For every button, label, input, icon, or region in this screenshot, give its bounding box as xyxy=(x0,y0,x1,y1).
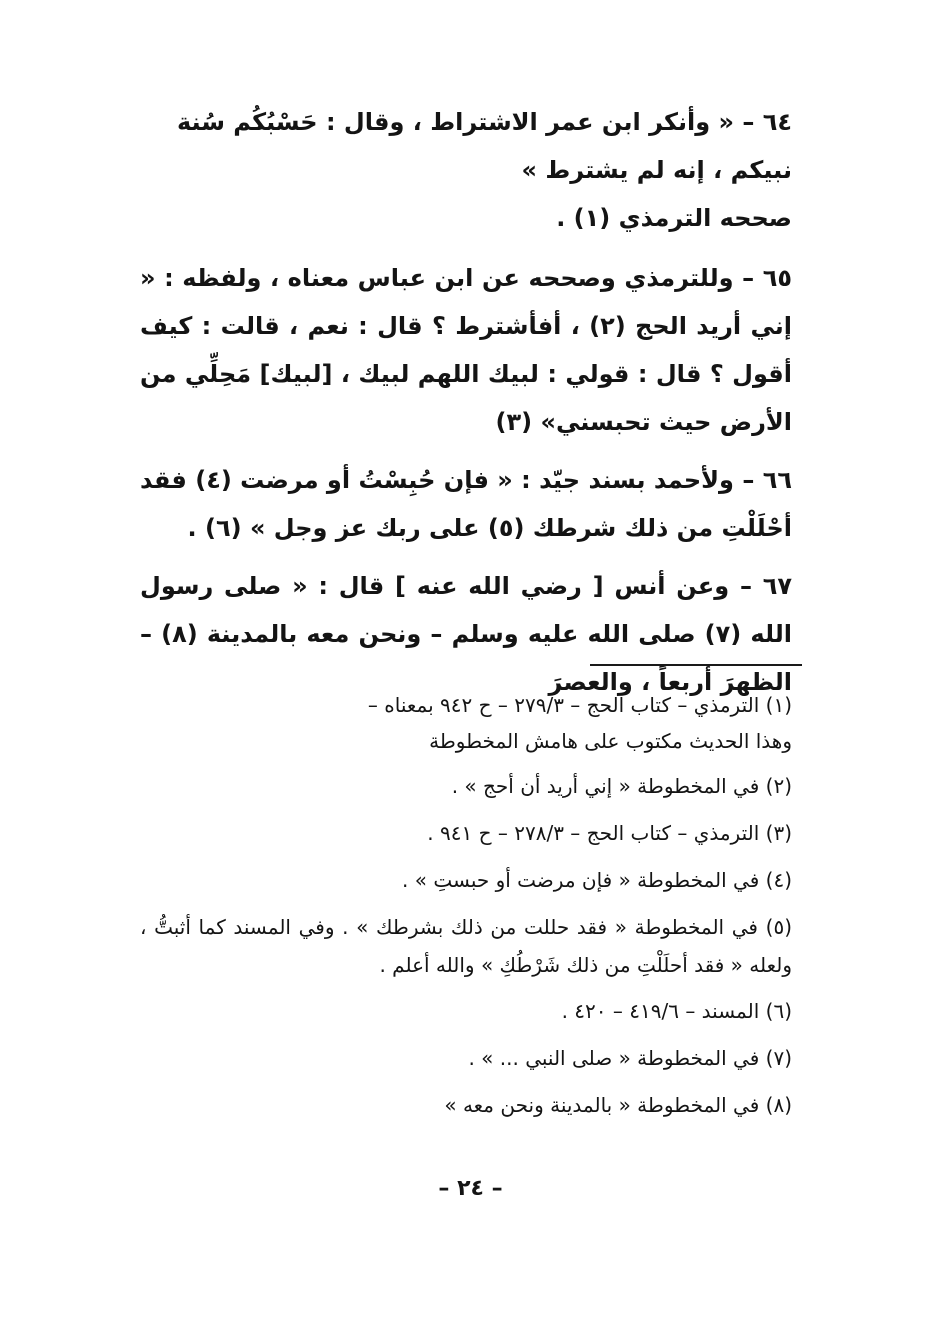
hadith-64-reference: صححه الترمذي (١) . xyxy=(556,204,792,232)
footnote-4: (٤) في المخطوطة « فإن مرضت أو حبستِ » . xyxy=(402,868,792,892)
page-number: – ٢٤ – xyxy=(438,1176,503,1201)
footnote-1-continuation: وهذا الحديث مكتوب على هامش المخطوطة xyxy=(429,729,792,753)
footnote-6: (٦) المسند – ٤١٩/٦ – ٤٢٠ . xyxy=(561,999,792,1023)
main-text xyxy=(140,98,792,716)
footnote-7: (٧) في المخطوطة « صلى النبي ... » . xyxy=(468,1046,792,1070)
footnote-1: (١) الترمذي – كتاب الحج – ٢٧٩/٣ – ح ٩٤٢ بمعناه – xyxy=(367,693,792,717)
footnote-5: (٥) في المخطوطة « فقد حللت من ذلك بشرطك » . وفي المسند كما أثبتُّ ، ولعله « فقد أحلَلْتِ من ذلك شَرْطُكِ » والله أعلم . xyxy=(140,915,792,977)
hadith-64-line-2: نبيكم ، إنه لم يشترط » xyxy=(521,156,792,184)
hadith-65: ٦٥ – وللترمذي وصححه عن ابن عباس معناه ، ولفظه : « إني أريد الحج (٢) ، أفأشترط ؟ قال : نعم ، قالت : كيف أقول ؟ قال : قولي : لبيك اللهم لبيك ، [لبيك] مَحِلِّي من الأرض حيث تحبسني» (٣) xyxy=(140,264,792,436)
hadith-66: ٦٦ – ولأحمد بسند جيّد : « فإن حُبِسْتُ أو مرضت (٤) فقد أحْلَلْتِ من ذلك شرطك (٥) على ربك عز وجل » (٦) . xyxy=(140,466,792,542)
footnote-8: (٨) في المخطوطة « بالمدينة ونحن معه » xyxy=(444,1093,792,1117)
footnotes xyxy=(140,682,792,1129)
footnote-2: (٢) في المخطوطة « إني أريد أن أحج » . xyxy=(451,774,792,798)
footnote-3: (٣) الترمذي – كتاب الحج – ٢٧٨/٣ – ح ٩٤١ . xyxy=(427,821,792,845)
hadith-67: ٦٧ – وعن أنس [ رضي الله عنه ] قال : « صلى رسول الله (٧) صلى الله عليه وسلم – ونحن معه بالمدينة (٨) – الظهرَ أربعاً ، والعصرَ xyxy=(140,572,792,696)
hadith-64-line-1: ٦٤ – « وأنكر ابن عمر الاشتراط ، وقال : حَسْبُكُم سُنة xyxy=(176,108,792,136)
footnote-separator xyxy=(590,664,802,666)
